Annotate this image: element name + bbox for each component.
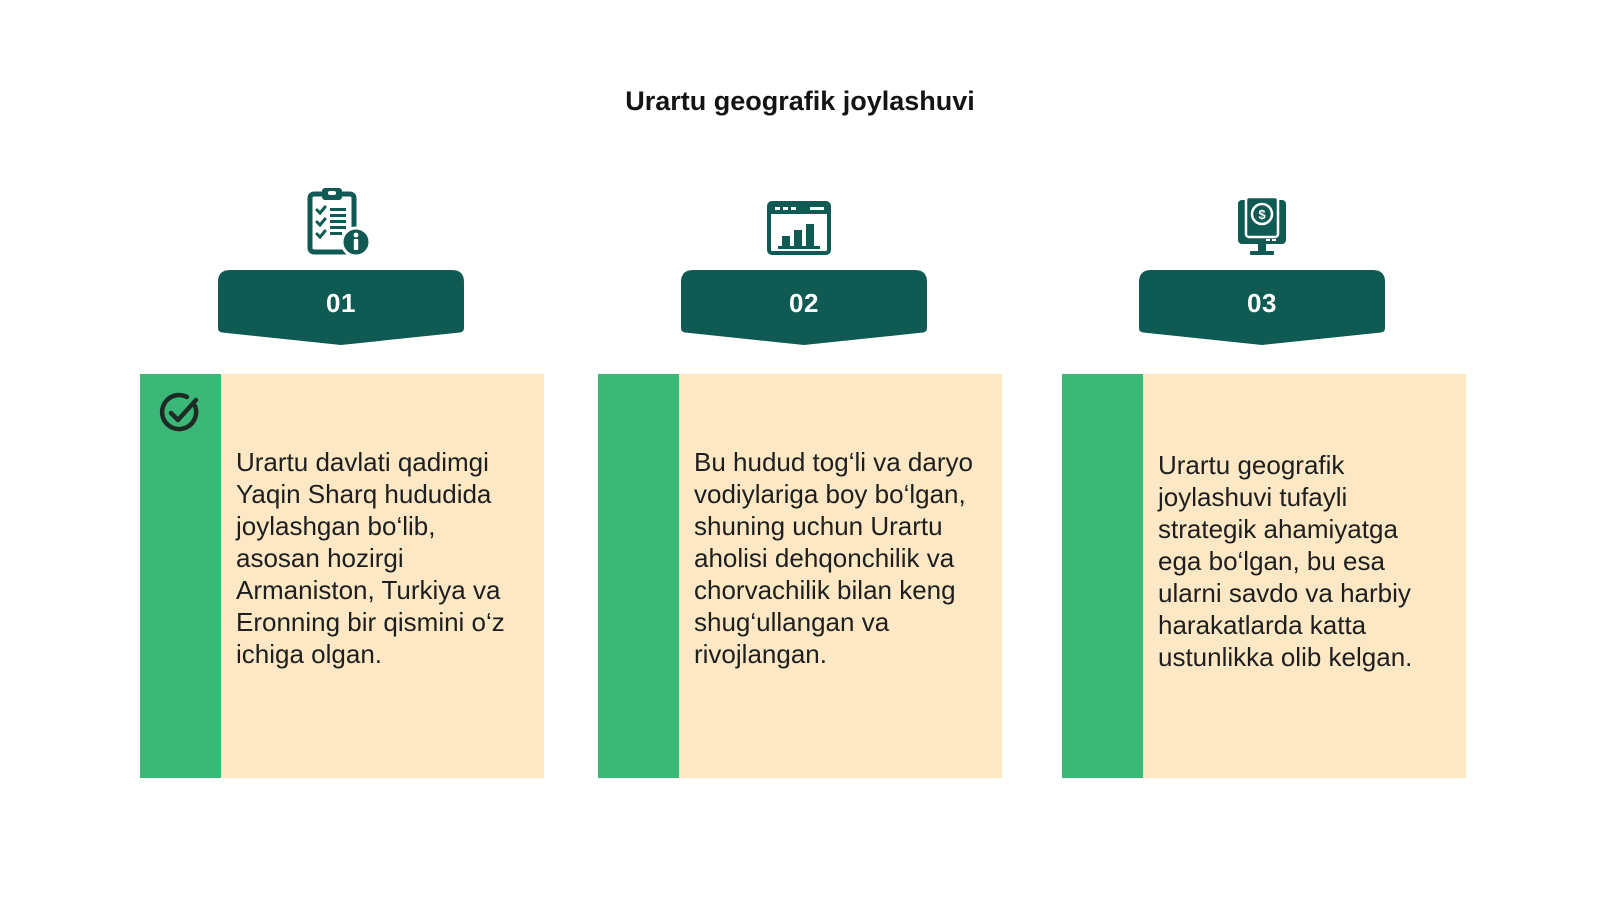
browser-bar-chart-icon — [766, 200, 832, 256]
card-text: Urartu geografik joylashuvi tufayli strategik ahamiyatga ega bo‘lgan, bu esa ularni savdo va harbiy harakatlarda katta ustunlikka olib kelgan. — [1143, 374, 1466, 778]
card-text: Bu hudud tog‘li va daryo vodiylariga boy bo‘lgan, shuning uchun Urartu aholisi dehqonchilik va chorvachilik bilan keng shug‘ullangan va rivojlangan. — [679, 374, 1002, 778]
info-card-3 — [1062, 374, 1466, 778]
step-number: 03 — [1247, 288, 1277, 318]
step-number: 02 — [789, 288, 819, 318]
step-column-2 — [592, 180, 1012, 800]
card-accent-stripe — [598, 374, 679, 778]
info-card-1 — [140, 374, 544, 778]
check-circle-icon — [157, 390, 203, 436]
step-badge-3 — [1139, 270, 1385, 350]
svg-text:$: $ — [1258, 207, 1266, 222]
info-card-2 — [598, 374, 1002, 778]
card-text: Urartu davlati qadimgi Yaqin Sharq hududida joylashgan bo‘lib, asosan hozirgi Armaniston, Turkiya va Eronning bir qismini o‘z ichiga olgan. — [221, 374, 544, 778]
card-accent-stripe — [140, 374, 221, 778]
monitor-dollar-icon — [1236, 196, 1288, 256]
step-column-1 — [140, 180, 560, 800]
clipboard-checklist-info-icon — [304, 186, 374, 260]
step-column-3 — [1051, 180, 1471, 800]
step-number: 01 — [326, 288, 356, 318]
page-title: Urartu geografik joylashuvi — [625, 86, 975, 116]
step-badge-2 — [681, 270, 927, 350]
step-badge-1 — [218, 270, 464, 350]
card-accent-stripe — [1062, 374, 1143, 778]
